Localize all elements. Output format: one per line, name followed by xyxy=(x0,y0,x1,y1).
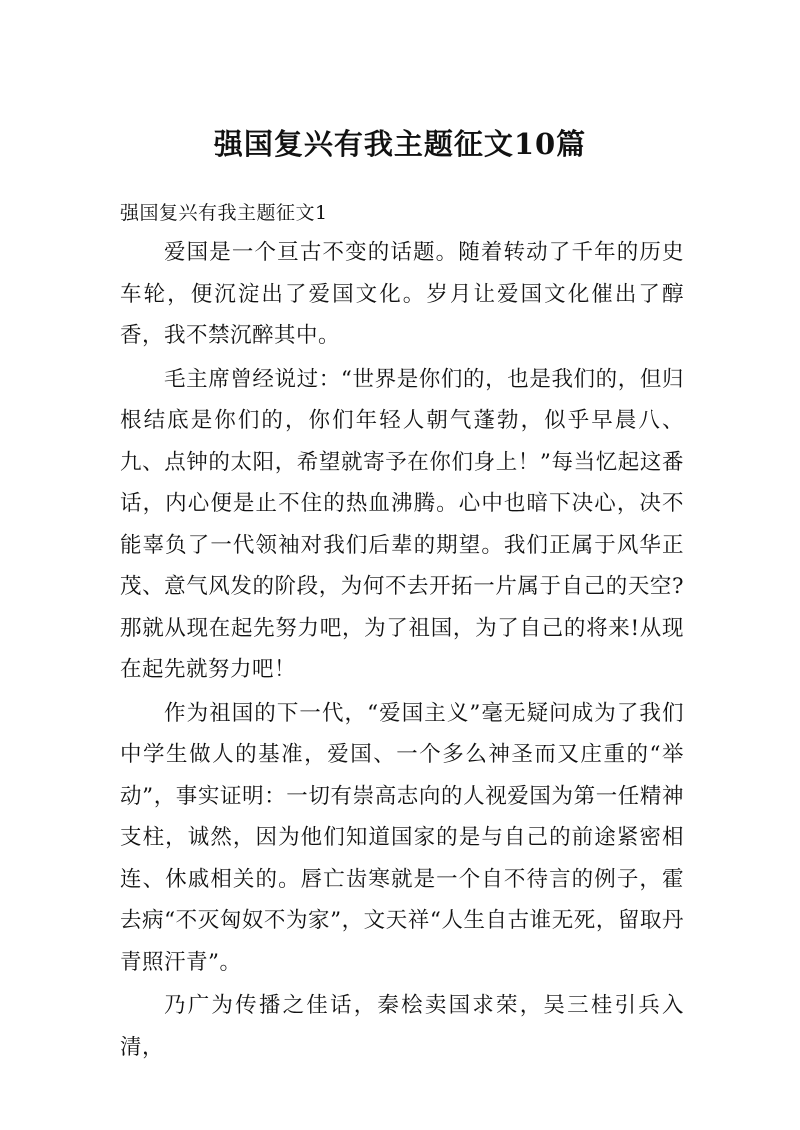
document-body xyxy=(120,198,684,1068)
document-title: 强国复兴有我主题征文10篇 xyxy=(213,127,587,161)
paragraph-2: 毛主席曾经说过：“世界是你们的，也是我们的，但归根结底是你们的，你们年轻人朝气蓬勃，似乎早晨八、九、点钟的太阳，希望就寄予在你们身上！”每当忆起这番话，内心便是止不住的热血沸腾。心中也暗下决心，决不能辜负了一代领袖对我们后辈的期望。我们正属于风华正茂、意气风发的阶段，为何不去开拓一片属于自己的天空?那就从现在起先努力吧，为了祖国，为了自己的将来!从现在起先就努力吧！ xyxy=(120,366,684,682)
paragraph-1: 爱国是一个亘古不变的话题。随着转动了千年的历史车轮，便沉淀出了爱国文化。岁月让爱国文化催出了醇香，我不禁沉醉其中。 xyxy=(120,240,684,348)
paragraph-3: 作为祖国的下一代，“爱国主义”毫无疑问成为了我们中学生做人的基准，爱国、一个多么神圣而又庄重的“举动”，事实证明：一切有崇高志向的人视爱国为第一任精神支柱，诚然，因为他们知道国家的是与自己的前途紧密相连、休戚相关的。唇亡齿寒就是一个自不待言的例子，霍去病“不灭匈奴不为家”，文天祥“人生自古谁无死，留取丹青照汗青”。 xyxy=(120,700,684,975)
section-title: 强国复兴有我主题征文1 xyxy=(120,202,328,224)
paragraph-4: 乃广为传播之佳话，秦桧卖国求荣，吴三桂引兵入清， xyxy=(120,993,684,1060)
